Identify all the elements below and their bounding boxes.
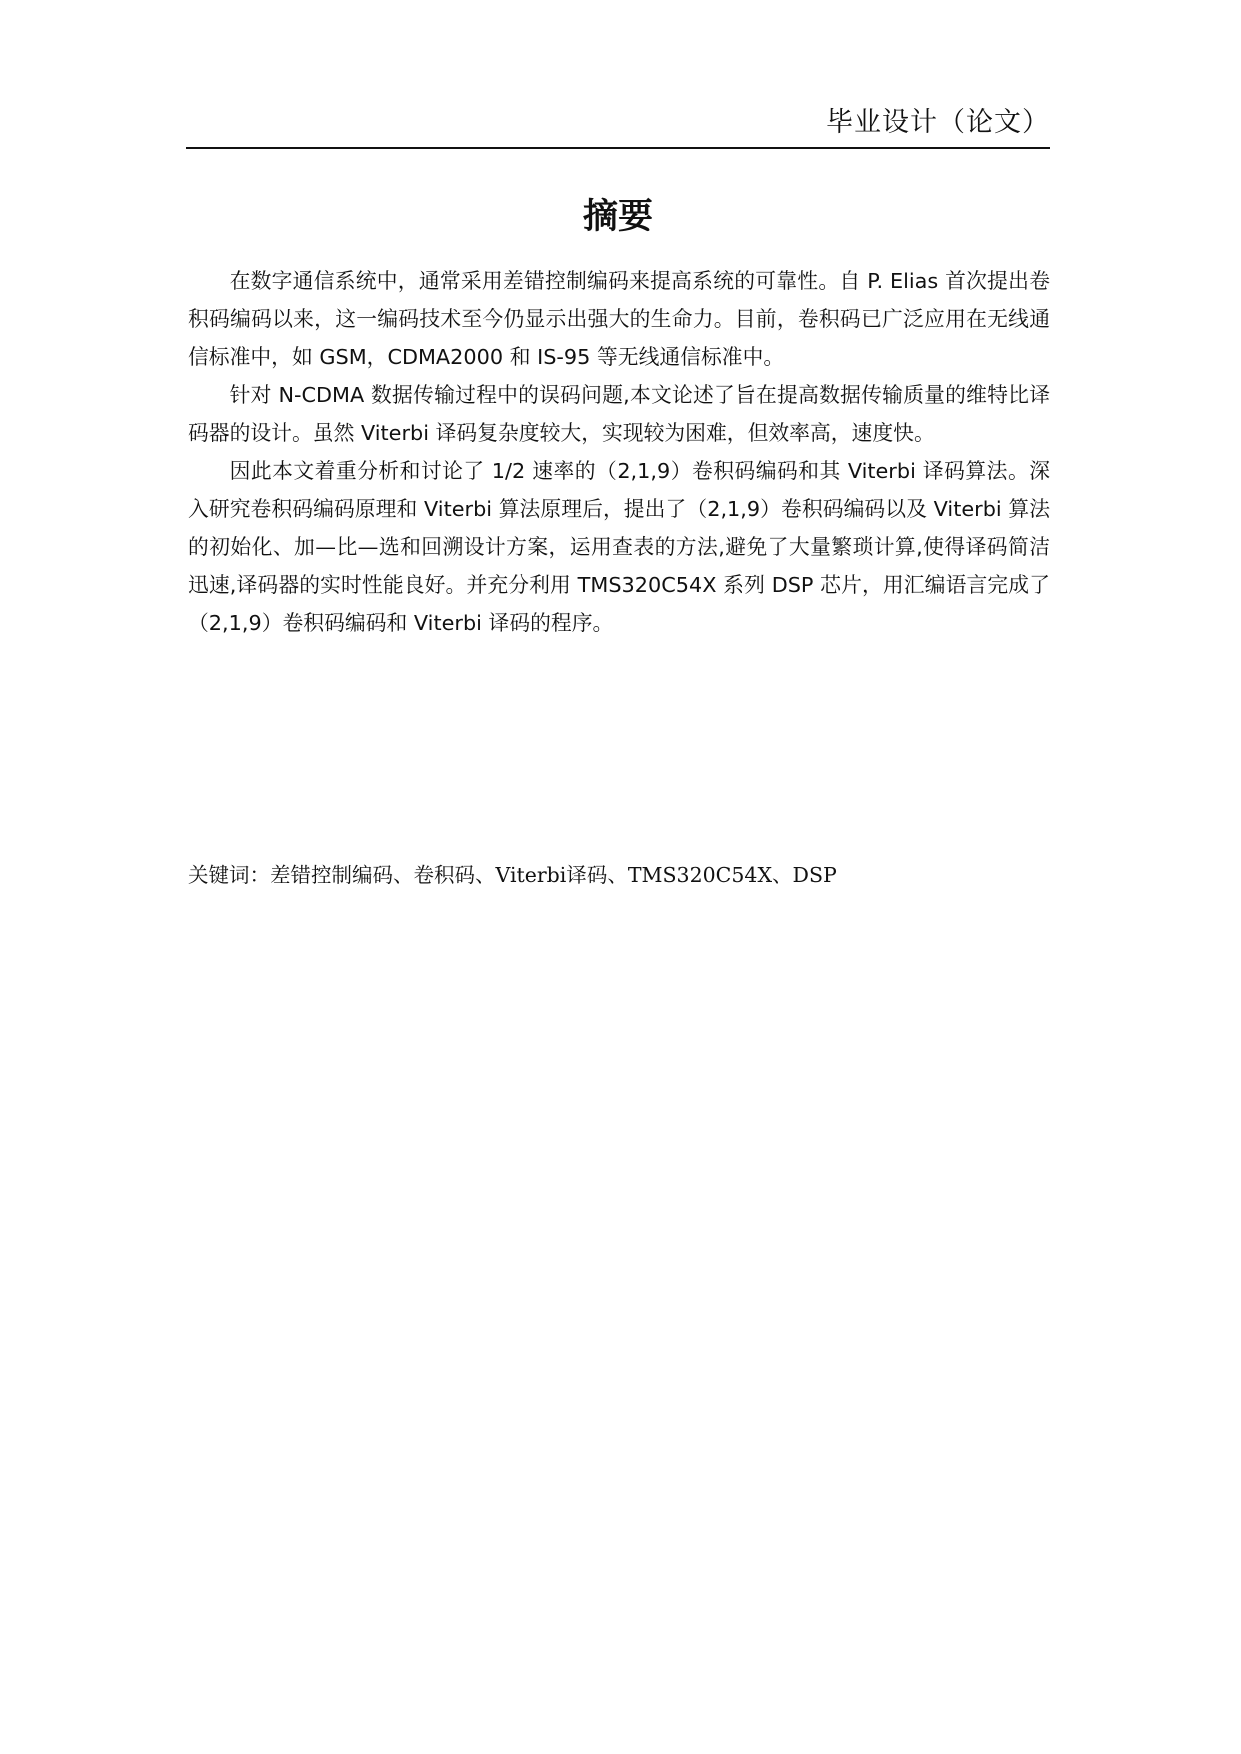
keywords-line: 关键词：差错控制编码、卷积码、Viterbi译码、TMS320C54X、DSP [188,863,837,887]
abstract-heading: 摘要 [582,197,653,237]
abstract-body [188,262,1050,642]
abstract-paragraph-3: 因此本文着重分析和讨论了 1/2 速率的（2,1,9）卷积码编码和其 Viterbi 译码算法。深入研究卷积码编码原理和 Viterbi 算法原理后，提出了（2,1,9）卷积码编码以及 Viterbi 算法的初始化、加—比—选和回溯设计方案，运用查表的方法,避免了大量繁琐计算,使得译码简洁迅速,译码器的实时性能良好。并充分利用 TMS320C54X 系列 DSP 芯片，用汇编语言完成了（2,1,9）卷积码编码和 Viterbi 译码的程序。 [188,459,1050,635]
abstract-paragraph-1: 在数字通信系统中，通常采用差错控制编码来提高系统的可靠性。自 P. Elias 首次提出卷积码编码以来，这一编码技术至今仍显示出强大的生命力。目前，卷积码已广泛应用在无线通信标准中，如 GSM，CDMA2000 和 IS-95 等无线通信标准中。 [188,269,1050,369]
header-divider [186,147,1050,149]
abstract-paragraph-2: 针对 N-CDMA 数据传输过程中的误码问题,本文论述了旨在提高数据传输质量的维特比译码器的设计。虽然 Viterbi 译码复杂度较大，实现较为困难，但效率高，速度快。 [188,383,1050,445]
page-header-title: 毕业设计（论文） [826,107,1050,138]
